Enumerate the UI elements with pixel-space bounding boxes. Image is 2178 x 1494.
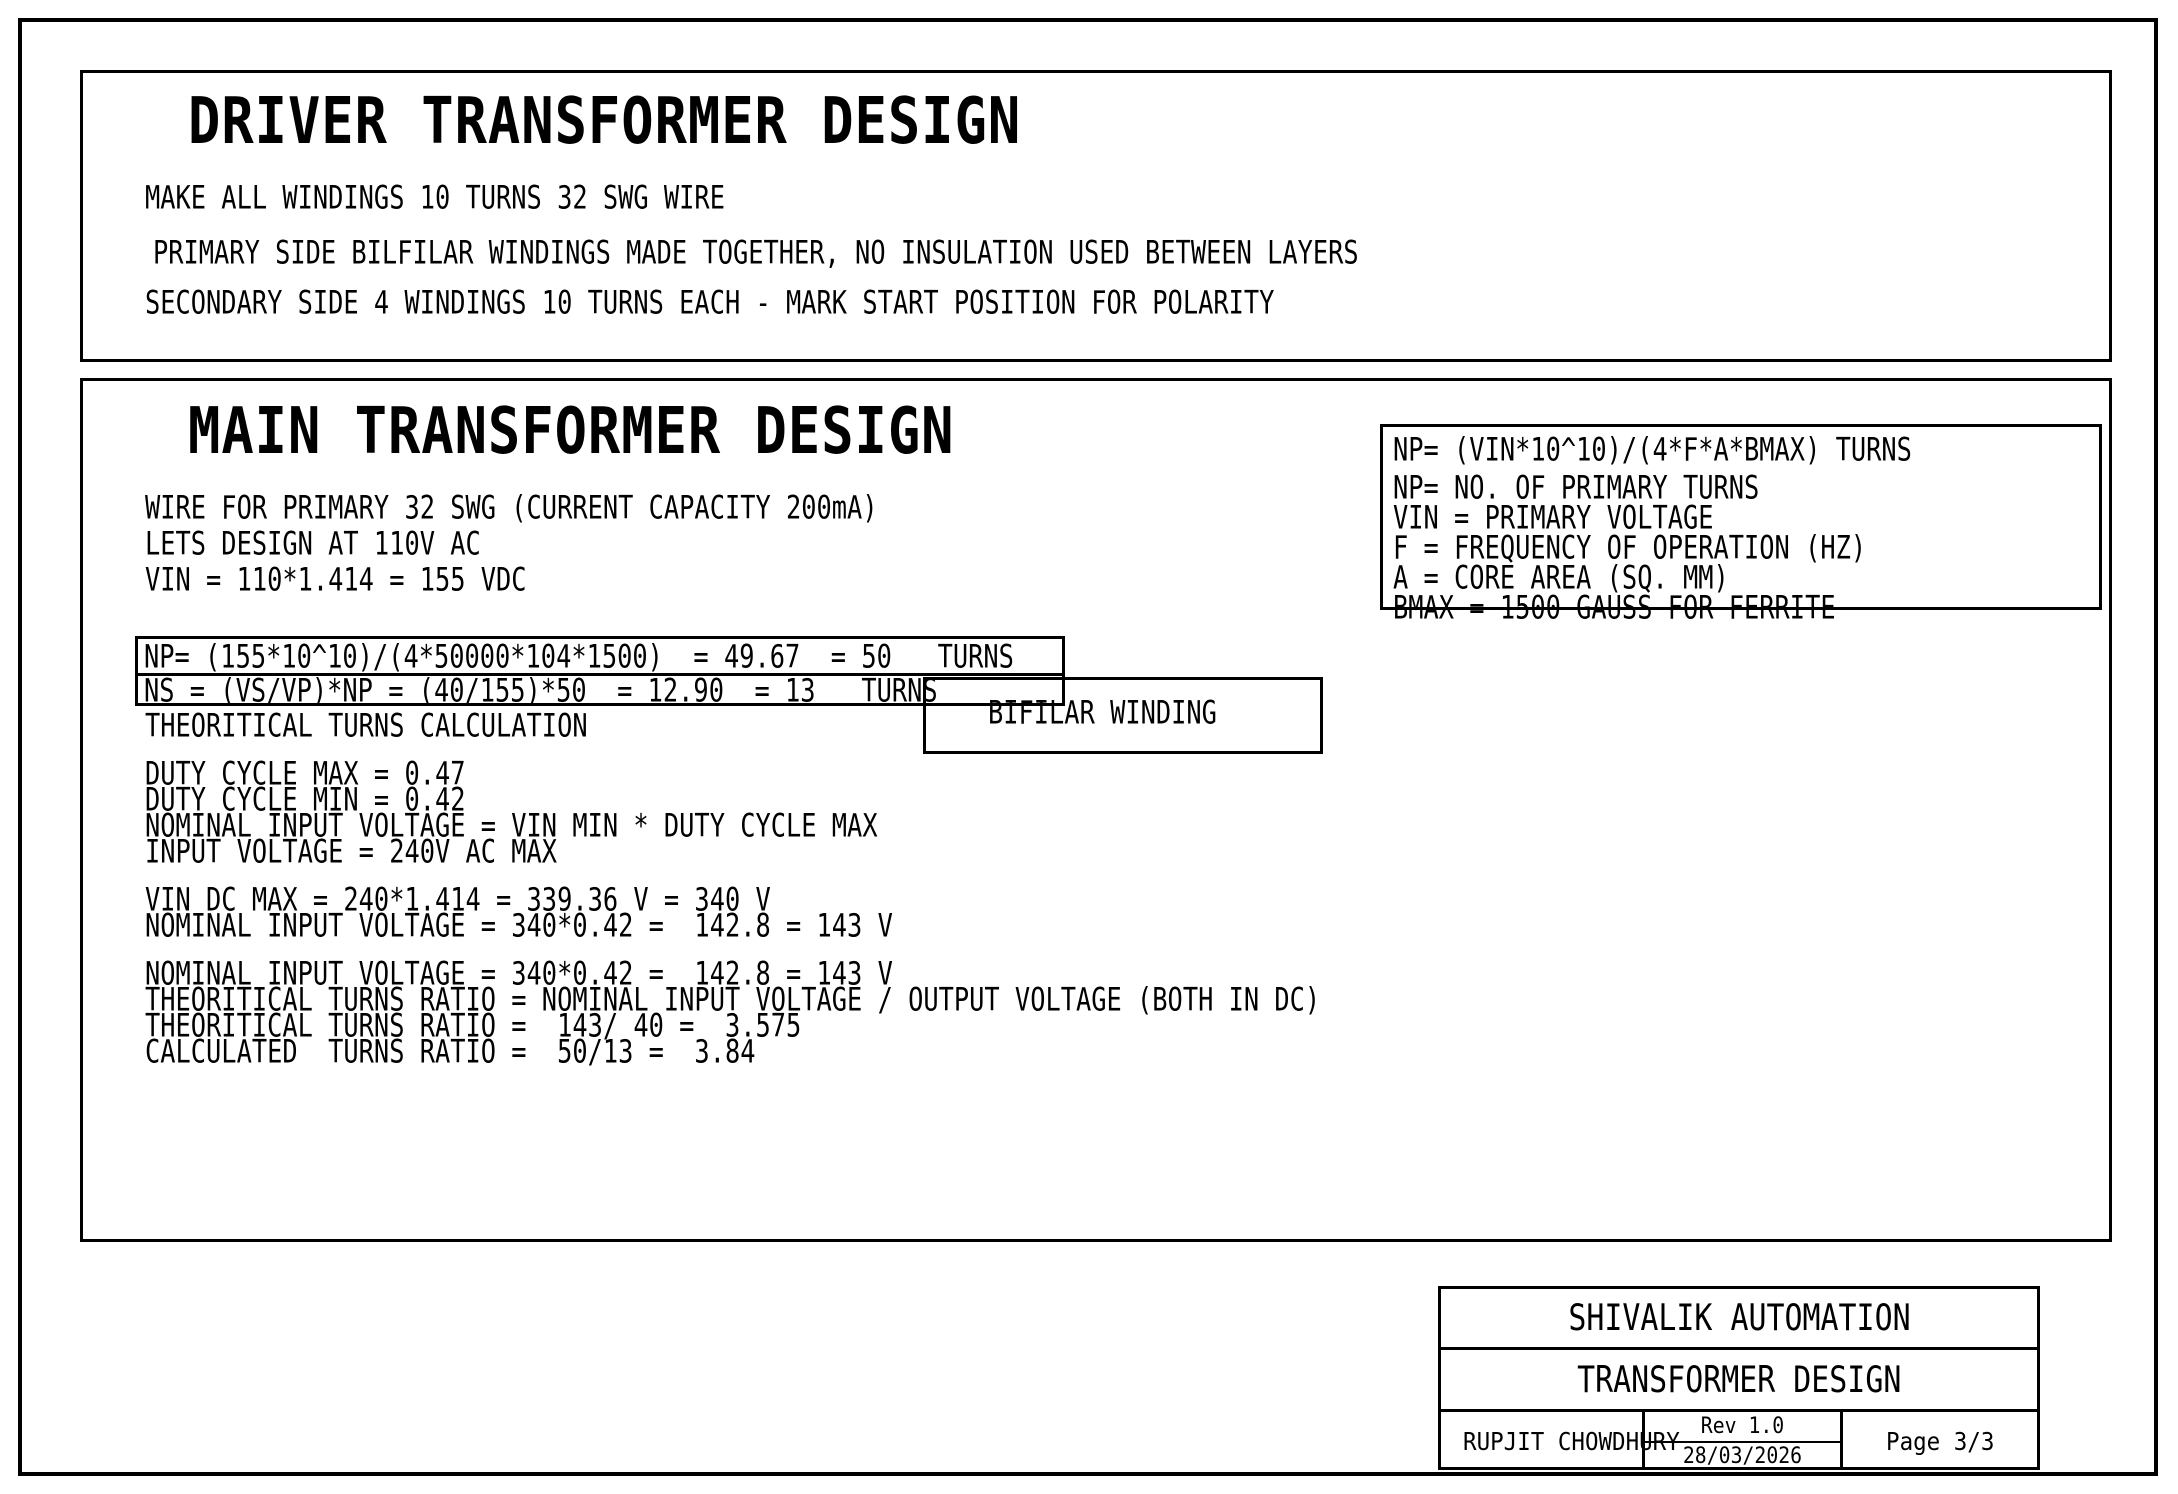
legend-def-a: A = CORE AREA (SQ. MM) (1393, 559, 1729, 597)
driver-note-windings: MAKE ALL WINDINGS 10 TURNS 32 SWG WIRE (145, 179, 725, 217)
driver-note-secondary: SECONDARY SIDE 4 WINDINGS 10 TURNS EACH - MARK START POSITION FOR POLARITY (145, 284, 1275, 322)
main-line-turns-ratio-formula: THEORITICAL TURNS RATIO = NOMINAL INPUT VOLTAGE / OUTPUT VOLTAGE (BOTH IN DC) (145, 981, 1321, 1019)
date-value: 28/03/2026 (1682, 1444, 1803, 1469)
main-line-theoritical-turns-ratio: THEORITICAL TURNS RATIO = 143/ 40 = 3.575 (145, 1007, 802, 1045)
main-line-theoritical-turns-calc: THEORITICAL TURNS CALCULATION (145, 707, 588, 745)
drawing-title: TRANSFORMER DESIGN (1576, 1357, 1902, 1402)
formula-legend-box (1380, 424, 2102, 627)
main-transformer-panel (80, 378, 2112, 1242)
main-section-heading: MAIN TRANSFORMER DESIGN (188, 395, 955, 470)
title-block-company-row (1441, 1289, 2037, 1350)
main-line-wire-primary: WIRE FOR PRIMARY 32 SWG (CURRENT CAPACITY 200mA) (145, 489, 878, 527)
legend-def-f: F = FREQUENCY OF OPERATION (HZ) (1393, 529, 1867, 567)
legend-def-bmax: BMAX = 1500 GAUSS FOR FERRITE (1393, 589, 1836, 627)
revision-cell (1645, 1412, 1843, 1470)
ns-calculation-line: NS = (VS/VP)*NP = (40/155)*50 = 12.90 = 13 TURNS (144, 672, 938, 710)
main-line-vin-dc: VIN = 110*1.414 = 155 VDC (145, 561, 527, 599)
main-line-input-voltage-max: INPUT VOLTAGE = 240V AC MAX (145, 833, 558, 871)
revision-divider (1645, 1441, 1840, 1443)
page-cell (1843, 1412, 2037, 1470)
company-name: SHIVALIK AUTOMATION (1567, 1296, 1911, 1340)
main-line-nominal-input-voltage-1: NOMINAL INPUT VOLTAGE = 340*0.42 = 142.8 = 143 V (145, 907, 893, 945)
driver-section-heading: DRIVER TRANSFORMER DESIGN (188, 85, 1022, 160)
bifilar-winding-callout-box (923, 677, 1323, 754)
author-cell (1441, 1412, 1680, 1470)
revision-value: Rev 1.0 (1700, 1414, 1785, 1439)
main-line-calculated-turns-ratio: CALCULATED TURNS RATIO = 50/13 = 3.84 (145, 1033, 756, 1071)
legend-def-np: NP= NO. OF PRIMARY TURNS (1393, 469, 1760, 507)
np-calculation-line: NP= (155*10^10)/(4*50000*104*1500) = 49.67 = 50 TURNS (144, 638, 1014, 676)
author-name: RUPJIT CHOWDHURY (1463, 1426, 1680, 1456)
legend-def-vin: VIN = PRIMARY VOLTAGE (1393, 499, 1714, 537)
main-line-duty-cycle-min: DUTY CYCLE MIN = 0.42 (145, 781, 466, 819)
main-line-nominal-input-voltage-2: NOMINAL INPUT VOLTAGE = 340*0.42 = 142.8 = 143 V (145, 955, 893, 993)
driver-transformer-panel (80, 70, 2112, 362)
main-line-duty-cycle-max: DUTY CYCLE MAX = 0.47 (145, 755, 466, 793)
title-block-drawing-row (1441, 1350, 2037, 1412)
main-line-vin-dc-max: VIN DC MAX = 240*1.414 = 339.36 V = 340 V (145, 881, 771, 919)
title-block (1438, 1286, 2040, 1470)
legend-np-formula: NP= (VIN*10^10)/(4*F*A*BMAX) TURNS (1393, 431, 1912, 469)
page-number: Page 3/3 (1885, 1426, 1995, 1456)
bifilar-winding-label: BIFILAR WINDING (988, 694, 1217, 732)
main-line-design-voltage: LETS DESIGN AT 110V AC (145, 525, 481, 563)
driver-note-primary-bifilar: PRIMARY SIDE BILFILAR WINDINGS MADE TOGETHER, NO INSULATION USED BETWEEN LAYERS (153, 234, 1359, 272)
main-line-nominal-input-formula: NOMINAL INPUT VOLTAGE = VIN MIN * DUTY CYCLE MAX (145, 807, 878, 845)
title-block-meta-row (1441, 1412, 2037, 1470)
